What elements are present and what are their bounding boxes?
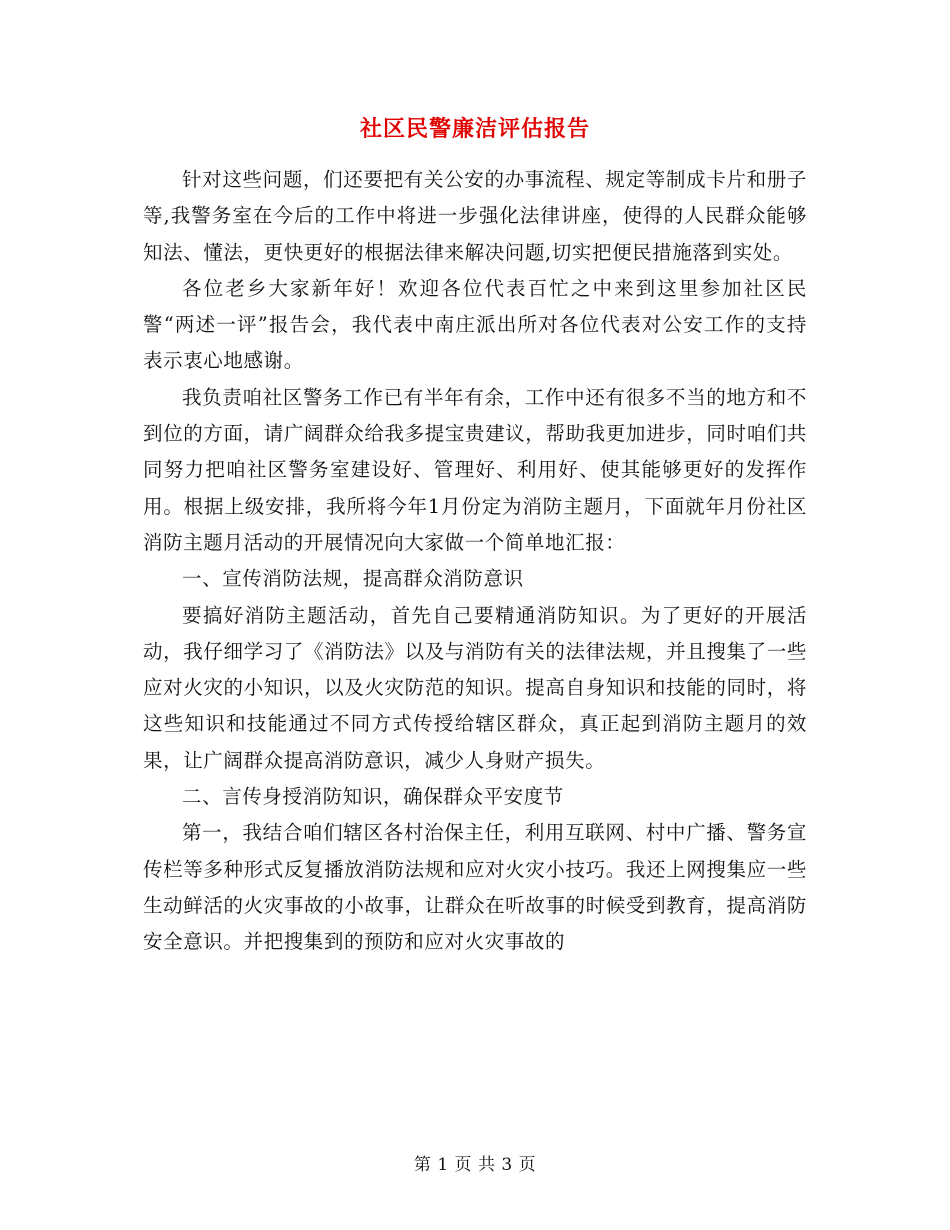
page-number-footer: 第 1 页 共 3 页 (413, 1155, 537, 1175)
paragraph-1: 针对这些问题，们还要把有关公安的办事流程、规定等制成卡片和册子等,我警务室在今后的工作中将进一步强化法律讲座，使得的人民群众能够知法、懂法，更快更好的根据法律来解决问题,切实把便民措施落到实处。 (143, 168, 807, 264)
paragraph-5: 第一，我结合咱们辖区各村治保主任，利用互联网、村中广播、警务宣传栏等多种形式反复播放消防法规和应对火灾小技巧。我还上网搜集应一些生动鲜活的火灾事故的小故事，让群众在听故事的时候受到教育，提高消防安全意识。并把搜集到的预防和应对火灾事故的 (143, 821, 807, 954)
section-heading-2: 二、言传身授消防知识，确保群众平安度节 (182, 785, 564, 809)
section-heading-1: 一、宣传消防法规，提高群众消防意识 (182, 567, 524, 591)
document-body (143, 162, 807, 961)
document-title: 社区民警廉洁评估报告 (359, 116, 590, 142)
paragraph-4: 要搞好消防主题活动，首先自己要精通消防知识。为了更好的开展活动，我仔细学习了《消防法》以及与消防有关的法律法规，并且搜集了一些应对火灾的小知识，以及火灾防范的知识。提高自身知识和技能的同时，将这些知识和技能通过不同方式传授给辖区群众，真正起到消防主题月的效果，让广阔群众提高消防意识，减少人身财产损失。 (143, 603, 807, 772)
paragraph-3: 我负责咱社区警务工作已有半年有余，工作中还有很多不当的地方和不到位的方面，请广阔群众给我多提宝贵建议，帮助我更加进步，同时咱们共同努力把咱社区警务室建设好、管理好、利用好、使其能够更好的发挥作用。根据上级安排，我所将今年1月份定为消防主题月，下面就年月份社区消防主题月活动的开展情况向大家做一个简单地汇报： (143, 385, 807, 554)
paragraph-2: 各位老乡大家新年好！欢迎各位代表百忙之中来到这里参加社区民警“两述一评”报告会，我代表中南庄派出所对各位代表对公安工作的支持表示衷心地感谢。 (143, 276, 807, 373)
